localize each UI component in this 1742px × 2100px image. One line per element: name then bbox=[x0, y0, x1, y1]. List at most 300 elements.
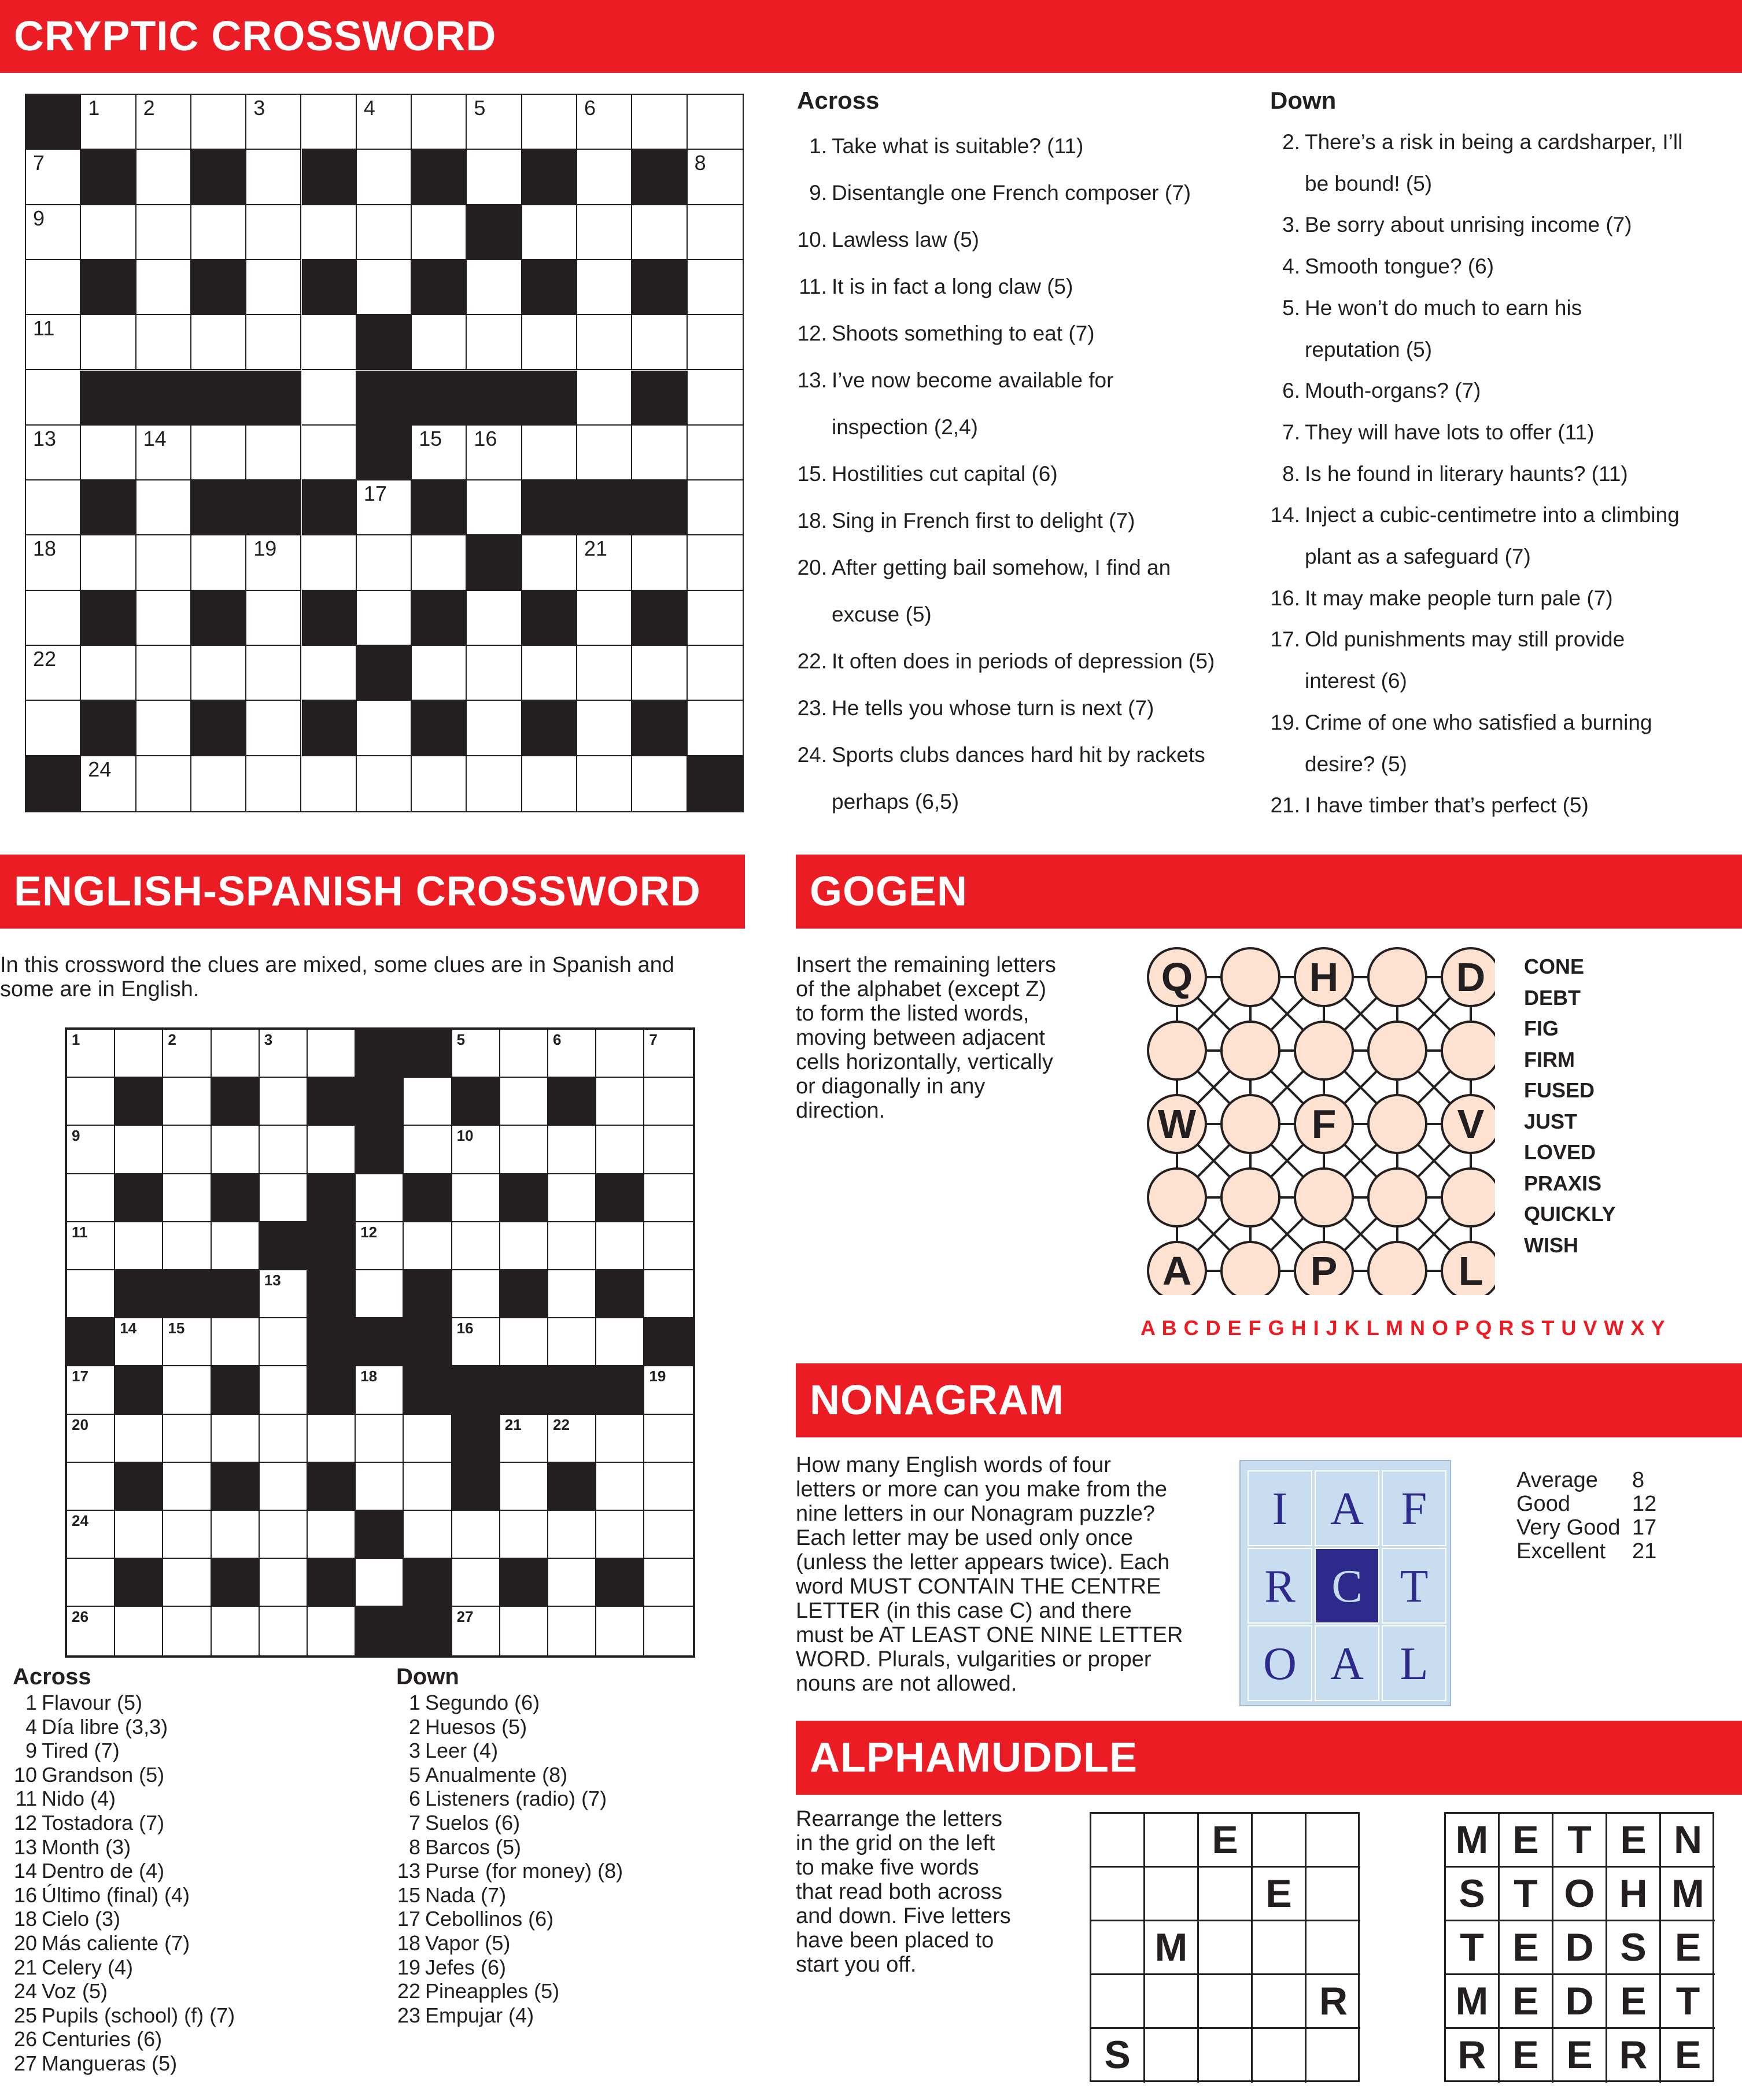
answer-cell[interactable] bbox=[115, 1126, 163, 1174]
answer-cell[interactable] bbox=[260, 1511, 308, 1559]
alphamuddle-cell[interactable]: E bbox=[1199, 1814, 1253, 1868]
clue-text: Jefes (6) bbox=[425, 1955, 507, 1979]
answer-cell[interactable] bbox=[212, 1415, 260, 1463]
answer-cell[interactable] bbox=[163, 1174, 211, 1222]
answer-cell[interactable] bbox=[412, 756, 467, 811]
answer-cell[interactable] bbox=[163, 1463, 211, 1511]
answer-cell[interactable] bbox=[357, 150, 412, 205]
answer-cell[interactable] bbox=[246, 756, 301, 811]
answer-cell[interactable] bbox=[260, 1366, 308, 1414]
alphamuddle-cell[interactable]: E bbox=[1500, 2029, 1553, 2083]
answer-cell[interactable] bbox=[260, 1078, 308, 1126]
answer-cell[interactable] bbox=[644, 1126, 692, 1174]
answer-cell[interactable] bbox=[596, 1318, 644, 1366]
answer-cell[interactable] bbox=[302, 205, 357, 260]
answer-cell[interactable] bbox=[246, 646, 301, 701]
alphamuddle-cell[interactable]: T bbox=[1446, 1921, 1500, 1975]
answer-cell[interactable] bbox=[577, 756, 632, 811]
answer-cell[interactable] bbox=[136, 315, 191, 370]
answer-cell[interactable] bbox=[467, 701, 522, 756]
answer-cell[interactable] bbox=[412, 315, 467, 370]
alphamuddle-cell[interactable] bbox=[1253, 1921, 1306, 1975]
answer-cell[interactable] bbox=[412, 646, 467, 701]
alphamuddle-cell[interactable]: E bbox=[1661, 1921, 1715, 1975]
answer-cell[interactable] bbox=[191, 315, 246, 370]
answer-cell[interactable] bbox=[644, 1607, 692, 1655]
answer-cell[interactable] bbox=[115, 1415, 163, 1463]
answer-cell[interactable] bbox=[308, 1030, 356, 1078]
answer-cell[interactable] bbox=[632, 535, 687, 590]
alphamuddle-cell[interactable]: E bbox=[1674, 2033, 1702, 2077]
answer-cell[interactable] bbox=[404, 1126, 452, 1174]
answer-cell[interactable] bbox=[357, 260, 412, 315]
alphamuddle-cell[interactable] bbox=[1199, 2029, 1253, 2083]
answer-cell[interactable] bbox=[81, 205, 136, 260]
answer-cell[interactable] bbox=[115, 1607, 163, 1655]
answer-cell[interactable] bbox=[596, 1415, 644, 1463]
clue-line bbox=[396, 1691, 540, 1715]
answer-cell[interactable] bbox=[596, 1078, 644, 1126]
alphamuddle-cell[interactable]: M bbox=[1446, 1814, 1500, 1868]
gogen-cell[interactable] bbox=[1442, 1022, 1495, 1079]
answer-cell[interactable] bbox=[632, 426, 687, 480]
gogen-cell[interactable] bbox=[1295, 1022, 1353, 1079]
answer-cell[interactable] bbox=[26, 701, 81, 756]
gogen-cell[interactable] bbox=[1368, 948, 1426, 1006]
answer-cell[interactable] bbox=[212, 1607, 260, 1655]
answer-cell[interactable] bbox=[596, 1463, 644, 1511]
answer-cell[interactable] bbox=[404, 1511, 452, 1559]
answer-cell[interactable] bbox=[548, 1318, 596, 1366]
answer-cell[interactable] bbox=[500, 1318, 548, 1366]
answer-cell[interactable] bbox=[308, 1607, 356, 1655]
clue-number: 24 bbox=[72, 1512, 88, 1529]
answer-cell[interactable] bbox=[302, 426, 357, 480]
answer-cell[interactable] bbox=[136, 260, 191, 315]
answer-cell[interactable] bbox=[412, 535, 467, 590]
answer-cell[interactable] bbox=[357, 205, 412, 260]
answer-cell[interactable] bbox=[356, 1463, 404, 1511]
answer-cell[interactable] bbox=[412, 95, 467, 150]
clue-line bbox=[1270, 379, 1481, 403]
answer-cell[interactable] bbox=[632, 95, 687, 150]
gogen-cell[interactable] bbox=[1221, 1095, 1279, 1153]
answer-cell[interactable] bbox=[522, 535, 577, 590]
answer-cell[interactable] bbox=[260, 1415, 308, 1463]
alphamuddle-cell[interactable]: R bbox=[1446, 2029, 1500, 2083]
answer-cell[interactable] bbox=[688, 646, 743, 701]
alphamuddle-cell[interactable]: S bbox=[1091, 2029, 1145, 2083]
gogen-cell[interactable] bbox=[1295, 1169, 1353, 1226]
alphamuddle-cell[interactable]: E bbox=[1500, 1921, 1553, 1975]
answer-cell[interactable] bbox=[548, 1174, 596, 1222]
instruction-line: start you off. bbox=[796, 1953, 917, 1977]
clue-text: He tells you whose turn is next (7) bbox=[832, 696, 1154, 720]
answer-cell[interactable] bbox=[548, 1270, 596, 1318]
answer-cell[interactable] bbox=[522, 205, 577, 260]
answer-cell[interactable] bbox=[163, 1559, 211, 1607]
answer-cell[interactable] bbox=[26, 480, 81, 535]
cryptic-down-heading: Down bbox=[1270, 87, 1337, 114]
answer-cell[interactable] bbox=[191, 756, 246, 811]
answer-cell[interactable] bbox=[302, 535, 357, 590]
alphamuddle-cell[interactable] bbox=[1091, 1868, 1145, 1921]
alphamuddle-cell[interactable] bbox=[1199, 1921, 1253, 1975]
answer-cell[interactable] bbox=[356, 1559, 404, 1607]
gogen-cell[interactable] bbox=[1368, 1022, 1426, 1079]
answer-cell[interactable] bbox=[404, 1415, 452, 1463]
clue-number: 8 bbox=[408, 1835, 420, 1859]
answer-cell[interactable] bbox=[404, 1078, 452, 1126]
answer-cell[interactable] bbox=[644, 1463, 692, 1511]
alphamuddle-cell[interactable]: E bbox=[1607, 1814, 1661, 1868]
alphamuddle-cell[interactable]: N bbox=[1661, 1814, 1715, 1868]
alphamuddle-cell[interactable]: S bbox=[1446, 1868, 1500, 1921]
answer-cell[interactable] bbox=[644, 1222, 692, 1270]
answer-cell[interactable] bbox=[644, 1174, 692, 1222]
clue-line bbox=[797, 462, 1058, 486]
answer-cell[interactable] bbox=[246, 315, 301, 370]
alphamuddle-cell[interactable]: M bbox=[1661, 1868, 1715, 1921]
answer-cell[interactable] bbox=[260, 1607, 308, 1655]
answer-cell[interactable] bbox=[452, 1222, 500, 1270]
alphamuddle-cell[interactable]: E bbox=[1253, 1868, 1306, 1921]
alphamuddle-cell[interactable] bbox=[1306, 2029, 1360, 2083]
answer-cell[interactable] bbox=[644, 1078, 692, 1126]
block-cell bbox=[452, 1078, 500, 1126]
instruction-line: must be AT LEAST ONE NINE LETTER bbox=[796, 1623, 1183, 1647]
answer-cell[interactable] bbox=[632, 315, 687, 370]
answer-cell[interactable] bbox=[246, 205, 301, 260]
gogen-letter: H bbox=[1309, 955, 1339, 1000]
answer-cell[interactable] bbox=[467, 260, 522, 315]
gogen-cell[interactable] bbox=[1368, 1169, 1426, 1226]
alphamuddle-cell[interactable]: M bbox=[1446, 1975, 1500, 2029]
answer-cell[interactable] bbox=[467, 480, 522, 535]
answer-cell[interactable] bbox=[577, 150, 632, 205]
answer-cell[interactable] bbox=[500, 1222, 548, 1270]
answer-cell[interactable] bbox=[452, 1174, 500, 1222]
answer-cell[interactable] bbox=[688, 95, 743, 150]
clue-number: 23 bbox=[397, 2003, 420, 2027]
answer-cell[interactable] bbox=[191, 95, 246, 150]
clue-line bbox=[13, 1739, 120, 1763]
answer-cell[interactable] bbox=[500, 1126, 548, 1174]
answer-cell[interactable] bbox=[260, 1126, 308, 1174]
answer-cell[interactable] bbox=[500, 1607, 548, 1655]
answer-cell[interactable] bbox=[467, 591, 522, 646]
answer-cell[interactable] bbox=[67, 1078, 115, 1126]
answer-cell[interactable] bbox=[212, 1511, 260, 1559]
alphamuddle-cell[interactable] bbox=[1145, 1975, 1199, 2029]
answer-cell[interactable] bbox=[136, 535, 191, 590]
alphamuddle-cell[interactable] bbox=[1091, 1814, 1145, 1868]
answer-cell[interactable] bbox=[577, 205, 632, 260]
answer-cell[interactable] bbox=[357, 701, 412, 756]
answer-cell[interactable] bbox=[548, 1559, 596, 1607]
answer-cell[interactable] bbox=[632, 205, 687, 260]
answer-cell[interactable] bbox=[302, 371, 357, 426]
block-cell bbox=[632, 591, 687, 646]
cryptic-banner bbox=[0, 0, 1742, 73]
answer-cell[interactable] bbox=[548, 1126, 596, 1174]
answer-cell[interactable] bbox=[308, 1415, 356, 1463]
answer-cell[interactable] bbox=[522, 95, 577, 150]
answer-cell[interactable] bbox=[522, 315, 577, 370]
answer-cell[interactable] bbox=[357, 756, 412, 811]
clue-number: 22 bbox=[397, 1979, 420, 2003]
answer-cell[interactable] bbox=[67, 1559, 115, 1607]
answer-cell[interactable] bbox=[688, 315, 743, 370]
answer-cell[interactable] bbox=[260, 1174, 308, 1222]
answer-cell[interactable] bbox=[548, 1222, 596, 1270]
alphamuddle-cell[interactable]: E bbox=[1500, 1975, 1553, 2029]
answer-cell[interactable] bbox=[688, 701, 743, 756]
answer-cell[interactable] bbox=[136, 480, 191, 535]
answer-cell[interactable] bbox=[467, 756, 522, 811]
clue-text: Listeners (radio) (7) bbox=[425, 1787, 607, 1811]
answer-cell[interactable] bbox=[81, 315, 136, 370]
alphamuddle-cell[interactable] bbox=[1253, 1814, 1306, 1868]
answer-cell[interactable] bbox=[596, 1126, 644, 1174]
answer-cell[interactable] bbox=[115, 1222, 163, 1270]
gogen-cell[interactable] bbox=[1148, 1169, 1206, 1226]
answer-cell[interactable] bbox=[212, 1222, 260, 1270]
answer-cell[interactable] bbox=[404, 1222, 452, 1270]
gogen-cell[interactable] bbox=[1221, 1169, 1279, 1226]
answer-cell[interactable] bbox=[212, 1030, 260, 1078]
clue-line bbox=[13, 2003, 235, 2028]
answer-cell[interactable] bbox=[163, 1511, 211, 1559]
alphamuddle-cell[interactable]: R bbox=[1607, 2029, 1661, 2083]
answer-cell[interactable] bbox=[246, 150, 301, 205]
instruction-line: FIG bbox=[1524, 1016, 1559, 1040]
answer-cell[interactable] bbox=[644, 1511, 692, 1559]
answer-cell[interactable] bbox=[136, 701, 191, 756]
answer-cell[interactable] bbox=[452, 1511, 500, 1559]
answer-cell[interactable] bbox=[136, 646, 191, 701]
answer-cell[interactable] bbox=[246, 591, 301, 646]
answer-cell[interactable] bbox=[163, 1078, 211, 1126]
answer-cell[interactable] bbox=[246, 426, 301, 480]
answer-cell[interactable] bbox=[163, 1126, 211, 1174]
answer-cell[interactable] bbox=[467, 646, 522, 701]
instruction-line: WORD. Plurals, vulgarities or proper bbox=[796, 1647, 1152, 1672]
answer-cell[interactable] bbox=[136, 205, 191, 260]
answer-cell[interactable] bbox=[260, 1463, 308, 1511]
answer-cell[interactable] bbox=[191, 205, 246, 260]
alphamuddle-cell[interactable] bbox=[1306, 1921, 1360, 1975]
answer-cell[interactable] bbox=[522, 646, 577, 701]
alphamuddle-cell[interactable]: S bbox=[1607, 1921, 1661, 1975]
answer-cell[interactable] bbox=[308, 1126, 356, 1174]
gogen-cell[interactable] bbox=[1221, 1022, 1279, 1079]
answer-cell[interactable] bbox=[577, 701, 632, 756]
answer-cell[interactable] bbox=[191, 646, 246, 701]
alphamuddle-cell[interactable]: T bbox=[1500, 1868, 1553, 1921]
alphamuddle-cell[interactable] bbox=[1091, 1975, 1145, 2029]
alphamuddle-cell[interactable] bbox=[1145, 1868, 1199, 1921]
answer-cell[interactable] bbox=[115, 1511, 163, 1559]
alphamuddle-cell[interactable] bbox=[1199, 1868, 1253, 1921]
answer-cell[interactable] bbox=[26, 260, 81, 315]
clue-text: Disentangle one French composer (7) bbox=[832, 181, 1191, 205]
answer-cell[interactable] bbox=[212, 1126, 260, 1174]
clue-line bbox=[797, 415, 978, 439]
answer-cell[interactable] bbox=[577, 426, 632, 480]
gogen-board bbox=[1142, 942, 1495, 1295]
gogen-cell[interactable] bbox=[1221, 1242, 1279, 1295]
answer-cell[interactable] bbox=[81, 535, 136, 590]
gogen-cell[interactable] bbox=[1442, 1169, 1495, 1226]
answer-cell[interactable] bbox=[688, 260, 743, 315]
answer-cell[interactable] bbox=[191, 426, 246, 480]
answer-cell[interactable] bbox=[548, 1607, 596, 1655]
answer-cell[interactable] bbox=[644, 1270, 692, 1318]
answer-cell[interactable] bbox=[596, 1607, 644, 1655]
alphamuddle-cell[interactable] bbox=[1145, 1814, 1199, 1868]
answer-cell[interactable] bbox=[452, 1270, 500, 1318]
answer-cell[interactable] bbox=[452, 1559, 500, 1607]
clue-text: Shoots something to eat (7) bbox=[832, 321, 1095, 345]
answer-cell[interactable] bbox=[115, 1030, 163, 1078]
answer-cell[interactable] bbox=[577, 371, 632, 426]
answer-cell[interactable] bbox=[163, 1607, 211, 1655]
answer-cell[interactable] bbox=[596, 1511, 644, 1559]
answer-cell[interactable] bbox=[302, 315, 357, 370]
clue-line bbox=[1270, 669, 1407, 693]
answer-cell[interactable] bbox=[26, 371, 81, 426]
answer-cell[interactable] bbox=[596, 1030, 644, 1078]
answer-cell[interactable] bbox=[356, 1415, 404, 1463]
answer-cell[interactable] bbox=[500, 1463, 548, 1511]
alphamuddle-cell[interactable]: T bbox=[1661, 1975, 1715, 2029]
alphamuddle-cell[interactable] bbox=[1306, 1868, 1360, 1921]
clue-number: 21 bbox=[504, 1415, 522, 1433]
block-cell bbox=[522, 480, 577, 535]
alphamuddle-cell[interactable] bbox=[1199, 1975, 1253, 2029]
answer-cell[interactable] bbox=[404, 1463, 452, 1511]
score-value: 8 bbox=[1632, 1468, 1645, 1492]
clue-text: He won’t do much to earn his bbox=[1305, 295, 1582, 320]
answer-cell[interactable] bbox=[81, 426, 136, 480]
answer-cell[interactable] bbox=[356, 1270, 404, 1318]
clue-number: 1 bbox=[408, 1691, 420, 1714]
alphamuddle-cell[interactable]: E bbox=[1553, 2029, 1607, 2083]
answer-cell[interactable] bbox=[136, 150, 191, 205]
answer-cell[interactable] bbox=[246, 260, 301, 315]
answer-cell[interactable] bbox=[467, 315, 522, 370]
block-cell bbox=[246, 480, 301, 535]
answer-cell[interactable] bbox=[260, 1318, 308, 1366]
answer-cell[interactable] bbox=[163, 1415, 211, 1463]
answer-cell[interactable] bbox=[577, 315, 632, 370]
answer-cell[interactable] bbox=[632, 646, 687, 701]
answer-cell[interactable] bbox=[644, 1559, 692, 1607]
gogen-instructions bbox=[796, 953, 1056, 1123]
answer-cell[interactable] bbox=[688, 426, 743, 480]
answer-cell[interactable] bbox=[548, 1511, 596, 1559]
answer-cell[interactable] bbox=[302, 756, 357, 811]
answer-cell[interactable] bbox=[577, 260, 632, 315]
score-row bbox=[1516, 1469, 1656, 1492]
answer-cell[interactable] bbox=[357, 535, 412, 590]
gogen-cell[interactable] bbox=[1368, 1095, 1426, 1153]
answer-cell[interactable] bbox=[688, 480, 743, 535]
answer-cell[interactable] bbox=[577, 646, 632, 701]
gogen-cell[interactable] bbox=[1368, 1242, 1426, 1295]
answer-cell[interactable] bbox=[688, 205, 743, 260]
clue-text: Grandson (5) bbox=[42, 1762, 165, 1787]
clue-number: 17 bbox=[72, 1367, 88, 1385]
alphamuddle-cell[interactable]: R bbox=[1306, 1975, 1360, 2029]
answer-cell[interactable] bbox=[356, 1174, 404, 1222]
alphamuddle-cell[interactable] bbox=[1306, 1814, 1360, 1868]
alphamuddle-cell[interactable]: H bbox=[1607, 1868, 1661, 1921]
answer-cell[interactable] bbox=[500, 1078, 548, 1126]
answer-cell[interactable] bbox=[163, 1222, 211, 1270]
answer-cell[interactable] bbox=[67, 1463, 115, 1511]
answer-cell[interactable] bbox=[688, 371, 743, 426]
alphamuddle-cell[interactable]: D bbox=[1553, 1975, 1607, 2029]
alphamuddle-cell[interactable]: E bbox=[1607, 1975, 1661, 2029]
answer-cell[interactable] bbox=[67, 1270, 115, 1318]
alphamuddle-cell[interactable]: D bbox=[1553, 1921, 1607, 1975]
answer-cell[interactable] bbox=[688, 591, 743, 646]
answer-cell[interactable] bbox=[596, 1222, 644, 1270]
answer-cell[interactable] bbox=[81, 646, 136, 701]
answer-cell[interactable] bbox=[246, 701, 301, 756]
alphamuddle-cell[interactable]: O bbox=[1553, 1868, 1607, 1921]
answer-cell[interactable] bbox=[163, 1366, 211, 1414]
alphamuddle-cell[interactable] bbox=[1253, 1975, 1306, 2029]
gogen-cell[interactable] bbox=[1148, 1022, 1206, 1079]
spanish-intro-line-2: some are in English. bbox=[0, 977, 200, 1001]
block-cell bbox=[596, 1559, 644, 1607]
answer-cell[interactable] bbox=[308, 1511, 356, 1559]
alphamuddle-cell[interactable] bbox=[1091, 1921, 1145, 1975]
answer-cell[interactable] bbox=[67, 1174, 115, 1222]
clue-line bbox=[1270, 793, 1589, 818]
answer-cell[interactable] bbox=[136, 591, 191, 646]
answer-cell[interactable] bbox=[136, 756, 191, 811]
answer-cell[interactable] bbox=[302, 646, 357, 701]
answer-cell[interactable] bbox=[302, 95, 357, 150]
answer-cell[interactable] bbox=[26, 591, 81, 646]
clue-text: There’s a risk in being a cardsharper, I’ll bbox=[1305, 130, 1683, 154]
answer-cell[interactable] bbox=[467, 150, 522, 205]
answer-cell[interactable] bbox=[500, 1511, 548, 1559]
answer-cell[interactable] bbox=[412, 205, 467, 260]
answer-cell[interactable] bbox=[500, 1030, 548, 1078]
alphamuddle-cell[interactable]: E bbox=[1500, 1814, 1553, 1868]
answer-cell[interactable] bbox=[644, 1415, 692, 1463]
answer-cell[interactable] bbox=[522, 426, 577, 480]
alphamuddle-cell[interactable] bbox=[1145, 2029, 1199, 2083]
answer-cell[interactable] bbox=[522, 756, 577, 811]
gogen-cell[interactable] bbox=[1221, 948, 1279, 1006]
answer-cell[interactable] bbox=[212, 1318, 260, 1366]
alphamuddle-cell[interactable] bbox=[1253, 2029, 1306, 2083]
alphamuddle-cell[interactable]: M bbox=[1145, 1921, 1199, 1975]
answer-cell[interactable] bbox=[577, 591, 632, 646]
answer-cell[interactable] bbox=[357, 591, 412, 646]
alphamuddle-cell[interactable]: T bbox=[1553, 1814, 1607, 1868]
answer-cell[interactable] bbox=[191, 535, 246, 590]
answer-cell[interactable] bbox=[260, 1559, 308, 1607]
answer-cell[interactable] bbox=[632, 756, 687, 811]
answer-cell[interactable] bbox=[688, 535, 743, 590]
